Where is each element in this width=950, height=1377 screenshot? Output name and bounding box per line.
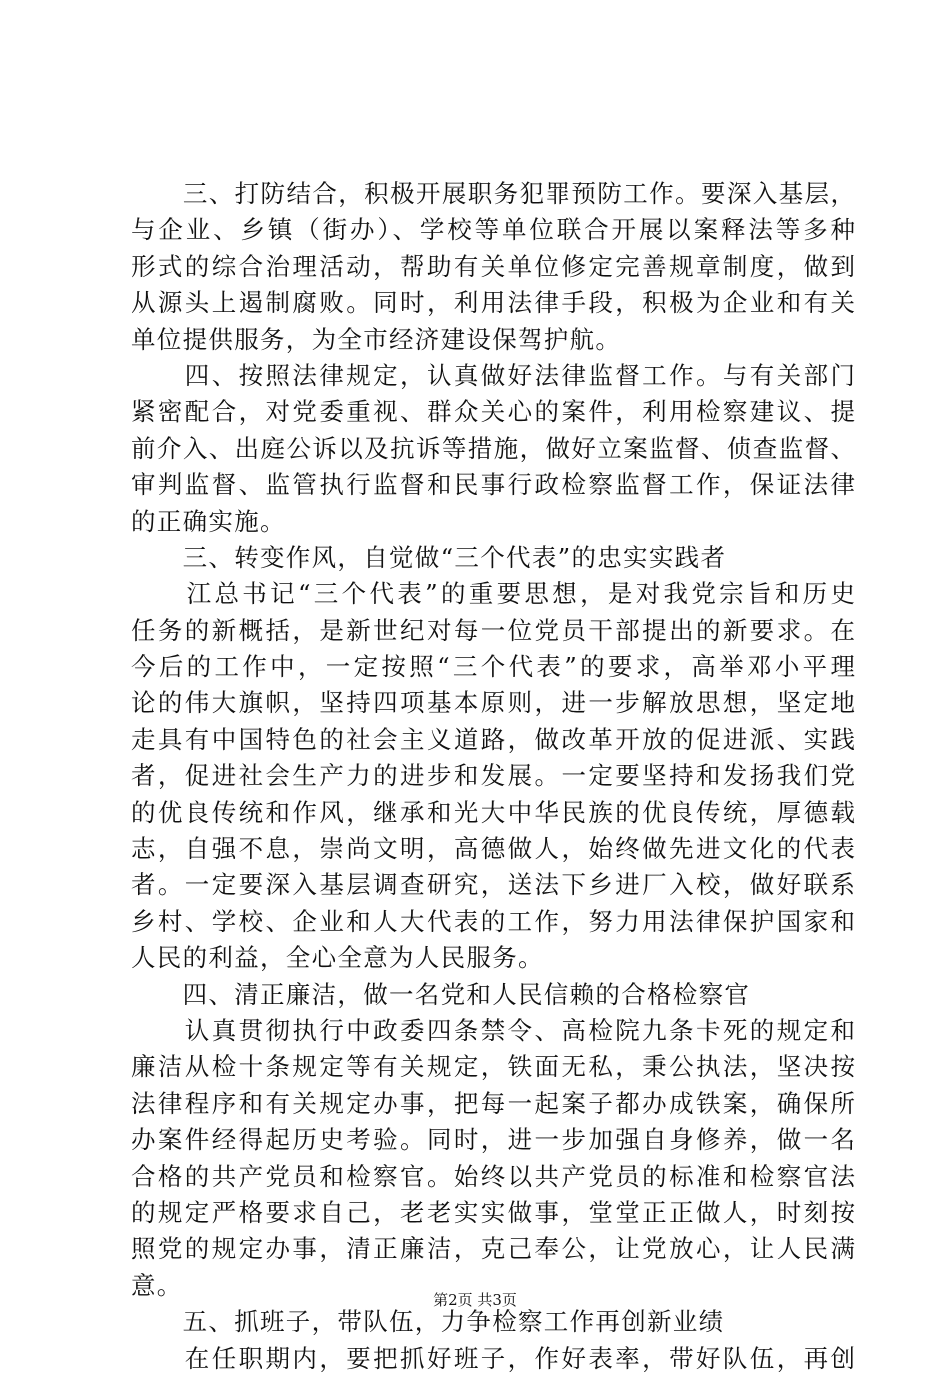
document-body [131,176,855,1377]
text-line: 单位提供服务，为全市经济建设保驾护航。 [131,324,622,354]
text-line: 的正确实施。 [131,506,286,536]
text-line: 前介入、出庭公诉以及抗诉等措施，做好立案监督、侦查监督、 [131,433,855,463]
text-line: 人民的利益，全心全意为人民服务。 [131,943,544,973]
text-line: 与企业、乡镇（街办）、学校等单位联合开展以案释法等多种 [131,215,855,245]
text-line: 论的伟大旗帜，坚持四项基本原则，进一步解放思想，坚定地 [131,688,855,718]
text-line: 合格的共产党员和检察官。始终以共产党员的标准和检察官法 [131,1161,855,1191]
text-line: 从源头上遏制腐败。同时，利用法律手段，积极为企业和有关 [131,288,855,318]
text-line: 审判监督、监管执行监督和民事行政检察监督工作，保证法律 [131,470,855,500]
text-line: 任务的新概括，是新世纪对每一位党员干部提出的新要求。在 [131,615,855,645]
page-number-footer: 第2页 共3页 [433,1291,517,1309]
text-line: 走具有中国特色的社会主义道路，做改革开放的促进派、实践 [131,724,855,754]
section-heading: 四、清正廉洁，做一名党和人民信赖的合格检察官 [131,979,751,1009]
text-line: 认真贯彻执行中政委四条禁令、高检院九条卡死的规定和 [131,1015,855,1045]
text-line: 江总书记“三个代表”的重要思想，是对我党宗旨和历史 [131,579,855,609]
text-line: 法律程序和有关规定办事，把每一起案子都办成铁案，确保所 [131,1088,855,1118]
text-line: 廉洁从检十条规定等有关规定，铁面无私，秉公执法，坚决按 [131,1052,855,1082]
section-heading: 五、抓班子，带队伍，力争检察工作再创新业绩 [131,1307,725,1337]
text-line: 者，促进社会生产力的进步和发展。一定要坚持和发扬我们党 [131,761,855,791]
text-line: 四、按照法律规定，认真做好法律监督工作。与有关部门 [131,360,855,390]
text-line: 的优良传统和作风，继承和光大中华民族的优良传统，厚德载 [131,797,855,827]
text-line: 紧密配合，对党委重视、群众关心的案件，利用检察建议、提 [131,397,855,427]
text-line: 意。 [131,1270,183,1300]
section-heading: 三、转变作风，自觉做“三个代表”的忠实实践者 [131,542,727,572]
text-line: 三、打防结合，积极开展职务犯罪预防工作。要深入基层， [131,179,855,208]
text-line: 办案件经得起历史考验。同时，进一步加强自身修养，做一名 [131,1125,855,1155]
text-line: 者。一定要深入基层调查研究，送法下乡进厂入校，做好联系 [131,870,855,900]
text-line: 乡村、学校、企业和人大代表的工作，努力用法律保护国家和 [131,906,855,936]
text-line: 在任职期内，要把抓好班子，作好表率，带好队伍，再创 [131,1343,855,1373]
text-line: 照党的规定办事，清正廉洁，克己奉公，让党放心，让人民满 [131,1234,855,1264]
text-line: 志，自强不息，崇尚文明，高德做人，始终做先进文化的代表 [131,834,855,864]
text-line: 的规定严格要求自己，老老实实做事，堂堂正正做人，时刻按 [131,1197,855,1227]
text-line: 形式的综合治理活动，帮助有关单位修定完善规章制度，做到 [131,251,855,281]
text-line: 今后的工作中，一定按照“三个代表”的要求，高举邓小平理 [131,652,855,682]
